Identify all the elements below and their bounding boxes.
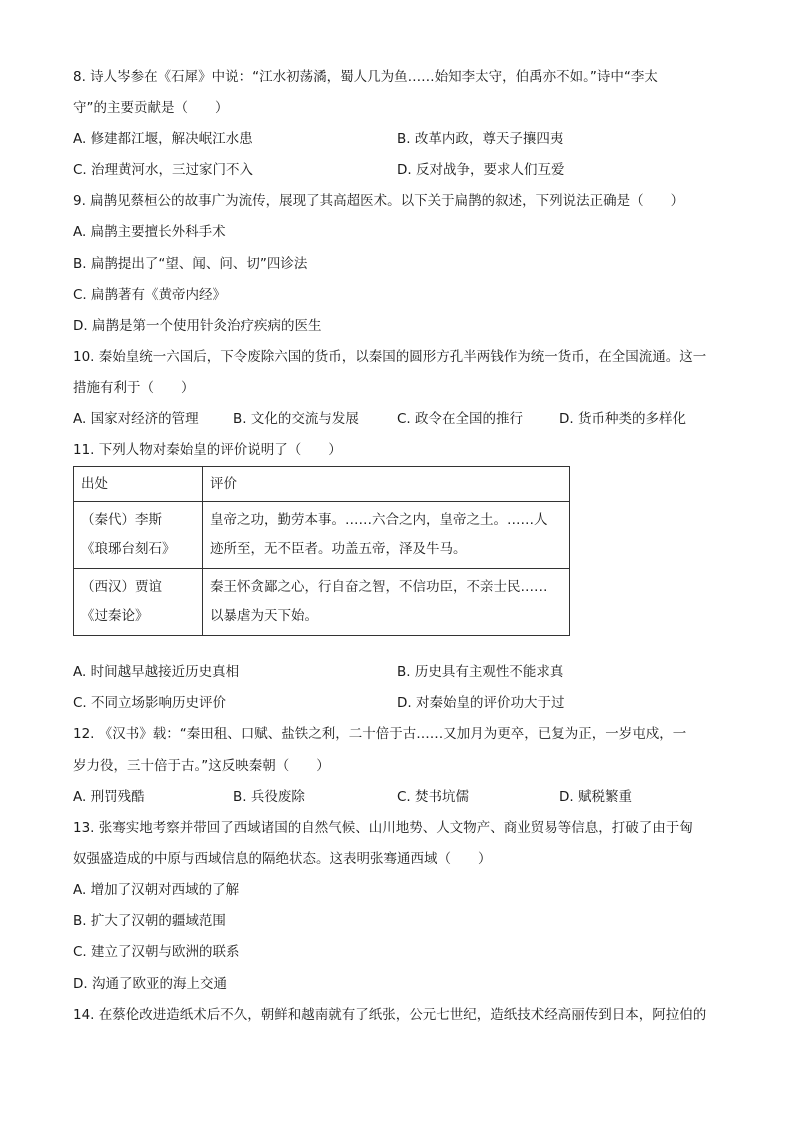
- question-11-stem: 11. 下列人物对秦始皇的评价说明了（ ）: [73, 442, 342, 458]
- question-13-stem-line-2: 奴强盛造成的中原与西域信息的隔绝状态。这表明张骞通西域（ ）: [73, 851, 492, 867]
- evaluation-table: [73, 466, 570, 636]
- question-11-option-d: D. 对秦始皇的评价功大于过: [397, 695, 565, 711]
- question-9-option-c: C. 扁鹊著有《黄帝内经》: [73, 287, 227, 303]
- question-10-option-c: C. 政令在全国的推行: [397, 411, 524, 427]
- question-10-stem-line-2: 措施有利于（ ）: [73, 380, 195, 396]
- table-row: [74, 502, 570, 569]
- question-11-option-b: B. 历史具有主观性不能求真: [397, 664, 564, 680]
- question-10-option-a: A. 国家对经济的管理: [73, 411, 199, 427]
- question-9-stem: 9. 扁鹊见蔡桓公的故事广为流传，展现了其高超医术。以下关于扁鹊的叙述，下列说法正确是（ ）: [73, 193, 685, 209]
- table-row: [74, 569, 570, 636]
- question-8-option-b: B. 改革内政，尊天子攘四夷: [397, 131, 564, 147]
- question-10-option-b: B. 文化的交流与发展: [233, 411, 359, 427]
- table-cell-evaluation: [203, 502, 570, 569]
- question-8-option-d: D. 反对战争，要求人们互爱: [397, 162, 565, 178]
- question-9-option-a: A. 扁鹊主要擅长外科手术: [73, 224, 226, 240]
- question-8-stem-line-2: 守”的主要贡献是（ ）: [73, 100, 229, 116]
- evaluation-line: 迹所至，无不臣者。功盖五帝，泽及牛马。: [210, 541, 467, 557]
- question-10-option-d: D. 货币种类的多样化: [559, 411, 686, 427]
- question-11-option-c: C. 不同立场影响历史评价: [73, 695, 227, 711]
- table-header-evaluation: 评价: [203, 467, 570, 502]
- question-13-option-d: D. 沟通了欧亚的海上交通: [73, 976, 227, 992]
- question-13-stem-line-1: 13. 张骞实地考察并带回了西域诸国的自然气候、山川地势、人文物产、商业贸易等信息，打破了由于匈: [73, 820, 693, 836]
- question-12-stem-line-1: 12. 《汉书》载：“秦田租、口赋、盐铁之利，二十倍于古……又加月为更卒，已复为正，一岁屯戍，一: [73, 726, 687, 742]
- question-13-option-b: B. 扩大了汉朝的疆域范围: [73, 913, 226, 929]
- question-12-option-b: B. 兵役废除: [233, 789, 305, 805]
- question-11-option-a: A. 时间越早越接近历史真相: [73, 664, 240, 680]
- question-8-option-c: C. 治理黄河水，三过家门不入: [73, 162, 254, 178]
- evaluation-line: 秦王怀贪鄙之心，行自奋之智，不信功臣，不亲士民……: [210, 579, 548, 595]
- question-14-stem-line-1: 14. 在蔡伦改进造纸术后不久，朝鲜和越南就有了纸张，公元七世纪，造纸技术经高丽传到日本，阿拉伯的: [73, 1007, 707, 1023]
- source-author: （秦代）李斯: [81, 512, 162, 528]
- question-12-stem-line-2: 岁力役，三十倍于古。”这反映秦朝（ ）: [73, 758, 330, 774]
- question-12-option-c: C. 焚书坑儒: [397, 789, 470, 805]
- source-author: （西汉）贾谊: [81, 579, 162, 595]
- table-cell-source: [74, 502, 203, 569]
- question-12-option-d: D. 赋税繁重: [559, 789, 632, 805]
- evaluation-line: 皇帝之功，勤劳本事。……六合之内，皇帝之土。……人: [210, 512, 548, 528]
- question-13-option-c: C. 建立了汉朝与欧洲的联系: [73, 944, 240, 960]
- question-8-option-a: A. 修建都江堰，解决岷江水患: [73, 131, 253, 147]
- question-12-option-a: A. 刑罚残酷: [73, 789, 145, 805]
- table-header-source: 出处: [74, 467, 203, 502]
- source-work: 《过秦论》: [81, 608, 149, 624]
- evaluation-line: 以暴虐为天下始。: [210, 608, 318, 624]
- question-13-option-a: A. 增加了汉朝对西域的了解: [73, 882, 240, 898]
- question-8-stem-line-1: 8. 诗人岑参在《石犀》中说：“江水初荡潏，蜀人几为鱼……始知李太守，伯禹亦不如。”诗中“李太: [73, 69, 658, 85]
- table-cell-source: [74, 569, 203, 636]
- question-10-stem-line-1: 10. 秦始皇统一六国后，下令废除六国的货币，以秦国的圆形方孔半两钱作为统一货币，在全国流通。这一: [73, 349, 707, 365]
- table-cell-evaluation: [203, 569, 570, 636]
- table-header-row: [74, 467, 570, 502]
- question-9-option-b: B. 扁鹊提出了“望、闻、问、切”四诊法: [73, 256, 308, 272]
- source-work: 《琅琊台刻石》: [81, 541, 176, 557]
- question-9-option-d: D. 扁鹊是第一个使用针灸治疗疾病的医生: [73, 318, 322, 334]
